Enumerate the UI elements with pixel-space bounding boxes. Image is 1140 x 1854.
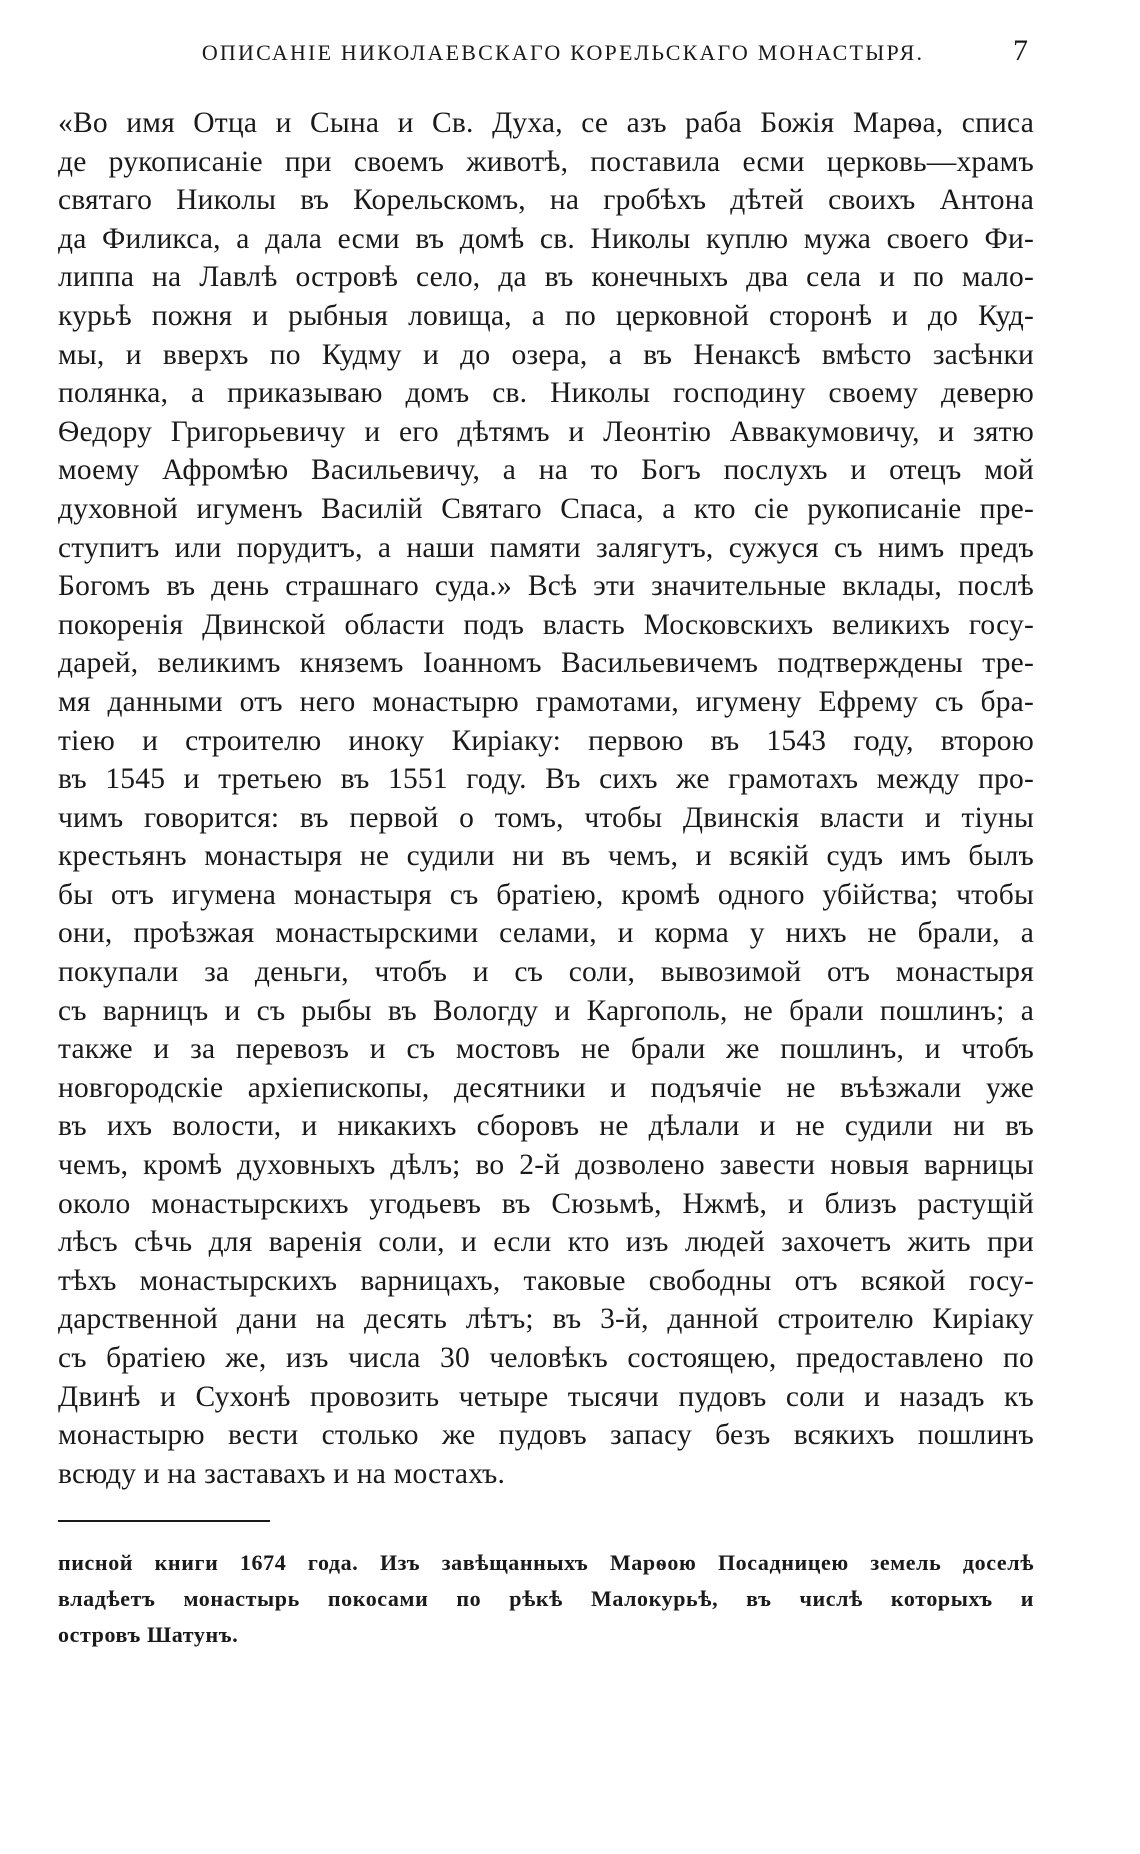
main-text [58, 104, 1034, 1493]
text-line: въ 1545 и третьею въ 1551 году. Въ сихъ же грамотахъ между про- [58, 763, 1034, 796]
text-line: мы, и вверхъ по Кудму и до озера, а въ Ненаксѣ вмѣсто засѣнки [58, 338, 1034, 371]
text-line: Ѳедору Григорьевичу и его дѣтямъ и Леонтію Аввакумовичу, и зятю [58, 415, 1034, 448]
text-line: полянка, а приказываю домъ св. Николы господину своему деверю [58, 377, 1034, 410]
text-line: мя данными отъ него монастырю грамотами, игумену Ефрему съ бра- [58, 685, 1034, 718]
text-line: де рукописаніе при своемъ животѣ, поставила есми церковь—храмъ [58, 145, 1034, 178]
text-line: монастырю вести столько же пудовъ запасу безъ всякихъ пошлинъ [58, 1419, 1034, 1452]
text-line: они, проѣзжая монастырскими селами, и корма у нихъ не брали, а [58, 917, 1034, 950]
text-line: тіею и строителю иноку Киріаку: первою въ 1543 году, второю [58, 724, 1034, 757]
text-line: бы отъ игумена монастыря съ братіею, кромѣ одного убійства; чтобы [58, 878, 1034, 911]
footnote-line: островъ Шатунъ. [58, 1622, 239, 1647]
text-line: да Филикса, а дала есми въ домѣ св. Николы куплю мужа своего Фи- [58, 222, 1034, 255]
text-line: крестьянъ монастыря не судили ни въ чемъ, и всякій судъ имъ былъ [58, 840, 1034, 873]
text-line: чемъ, кромѣ духовныхъ дѣлъ; во 2-й дозволено завести новыя варницы [58, 1149, 1034, 1182]
text-line: около монастырскихъ угодьевъ въ Сюзьмѣ, Нжмѣ, и близъ растущій [58, 1187, 1034, 1220]
footnote-line: владѣетъ монастырь покосами по рѣкѣ Малокурьѣ, въ числѣ которыхъ и [58, 1586, 1034, 1611]
text-line: лѣсъ сѣчь для варенія соли, и если кто изъ людей захочетъ жить при [58, 1226, 1034, 1259]
text-line: съ варницъ и съ рыбы въ Вологду и Каргополь, не брали пошлинъ; а [58, 994, 1034, 1027]
text-line: въ ихъ волости, и никакихъ сборовъ не дѣлали и не судили ни въ [58, 1110, 1034, 1143]
footnote-divider [58, 1520, 270, 1522]
text-line: «Во имя Отца и Сына и Св. Духа, се азъ раба Божія Марѳа, списа [58, 107, 1034, 139]
text-line: духовной игуменъ Василій Святаго Спаса, а кто сіе рукописаніе пре- [58, 492, 1034, 525]
footnote [58, 1545, 1034, 1653]
text-line: чимъ говорится: въ первой о томъ, чтобы Двинскія власти и тіуны [58, 801, 1034, 834]
text-line: также и за перевозъ и съ мостовъ не брали же пошлинъ, и чтобъ [58, 1033, 1034, 1066]
text-line: ступитъ или порудитъ, а наши памяти залягутъ, сужуся съ нимъ предъ [58, 531, 1034, 564]
footnote-line: писной книги 1674 года. Изъ завѣщанныхъ Марѳою Посадницею земель доселѣ [58, 1550, 1034, 1575]
running-head [58, 34, 1038, 74]
text-line: святаго Николы въ Корельскомъ, на гробѣхъ дѣтей своихъ Антона [58, 184, 1034, 217]
text-line: всюду и на заставахъ и на мостахъ. [58, 1457, 506, 1490]
text-line: Двинѣ и Сухонѣ провозить четыре тысячи пудовъ соли и назадъ къ [58, 1380, 1034, 1413]
text-line: покупали за деньги, чтобъ и съ соли, вывозимой отъ монастыря [58, 956, 1034, 989]
text-line: Богомъ въ день страшнаго суда.» Всѣ эти значительные вклады, послѣ [58, 570, 1034, 603]
text-line: дарей, великимъ княземъ Іоанномъ Васильевичемъ подтверждены тре- [58, 647, 1034, 680]
text-line: съ братіею же, изъ числа 30 человѣкъ состоящею, предоставлено по [58, 1342, 1034, 1374]
text-line: тѣхъ монастырскихъ варницахъ, таковые свободны отъ всякой госу- [58, 1264, 1034, 1297]
text-line: новгородскіе архіепископы, десятники и подъячіе не въѣзжали уже [58, 1071, 1034, 1104]
text-line: дарственной дани на десять лѣтъ; въ 3-й, данной строителю Киріаку [58, 1303, 1034, 1336]
page-number: 7 [1013, 34, 1028, 67]
text-line: курьѣ пожня и рыбныя ловища, а по церковной сторонѣ и до Куд- [58, 299, 1034, 332]
text-line: липпа на Лавлѣ островѣ село, да въ конечныхъ два села и по мало- [58, 261, 1034, 294]
text-line: моему Афромѣю Васильевичу, а на то Богъ послухъ и отецъ мой [58, 454, 1034, 487]
text-line: покоренія Двинской области подъ власть Московскихъ великихъ госу- [58, 608, 1034, 641]
running-title: ОПИСАНІЕ НИКОЛАЕВСКАГО КОРЕЛЬСКАГО МОНАСТЫРЯ. [201, 40, 925, 65]
